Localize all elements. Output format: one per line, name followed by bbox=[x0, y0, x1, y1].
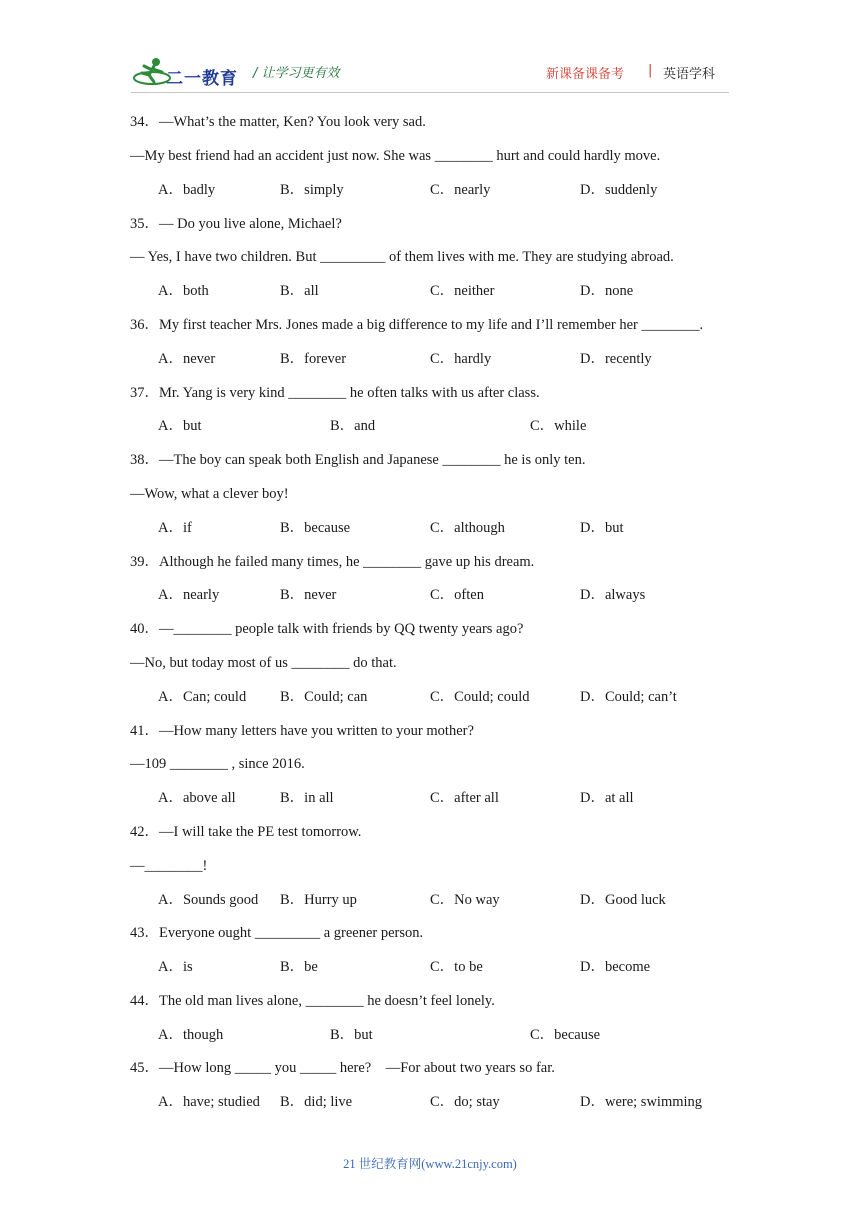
question-stem: 42．—I will take the PE test tomorrow. bbox=[130, 824, 362, 840]
question-line: —My best friend had an accident just now. She was ________ hurt and could hardly move. bbox=[130, 148, 661, 164]
answer-option: C．neither bbox=[430, 283, 495, 299]
answer-option: B．be bbox=[280, 959, 318, 975]
question-line: —________! bbox=[130, 858, 208, 874]
header-separator: | bbox=[648, 63, 653, 78]
question-stem: 43．Everyone ought _________ a greener person. bbox=[130, 925, 424, 941]
answer-option: A．never bbox=[158, 351, 216, 367]
question-stem: 39．Although he failed many times, he ________ gave up his dream. bbox=[130, 554, 535, 570]
answer-option: B．in all bbox=[280, 790, 334, 806]
answer-option: B．and bbox=[330, 418, 376, 434]
answer-option: D．Could; can’t bbox=[580, 689, 677, 705]
answer-option: D．recently bbox=[580, 351, 652, 367]
answer-option: D．but bbox=[580, 520, 624, 536]
answer-option: A．above all bbox=[158, 790, 236, 806]
answer-option: D．none bbox=[580, 283, 634, 299]
answer-option: A．badly bbox=[158, 182, 216, 198]
answer-option: D．at all bbox=[580, 790, 634, 806]
answer-option: C．after all bbox=[430, 790, 499, 806]
answer-option: C．No way bbox=[430, 892, 500, 908]
answer-option: A．Can; could bbox=[158, 689, 247, 705]
question-stem: 37．Mr. Yang is very kind ________ he often talks with us after class. bbox=[130, 385, 540, 401]
answer-option: B．because bbox=[280, 520, 351, 536]
question-line: —Wow, what a clever boy! bbox=[130, 486, 289, 502]
answer-option: C．Could; could bbox=[430, 689, 530, 705]
answer-option: C．while bbox=[530, 418, 587, 434]
answer-option: B．but bbox=[330, 1027, 373, 1043]
answer-option: C．hardly bbox=[430, 351, 492, 367]
answer-option: A．both bbox=[158, 283, 209, 299]
answer-option: B．Could; can bbox=[280, 689, 368, 705]
answer-option: D．were; swimming bbox=[580, 1094, 703, 1110]
answer-option: C．often bbox=[430, 587, 484, 603]
question-stem: 38．—The boy can speak both English and Japanese ________ he is only ten. bbox=[130, 452, 586, 468]
question-stem: 36．My first teacher Mrs. Jones made a big difference to my life and I’ll remember her ________. bbox=[130, 317, 704, 333]
answer-option: B．did; live bbox=[280, 1094, 353, 1110]
question-line: —No, but today most of us ________ do that. bbox=[130, 655, 397, 671]
question-stem: 44．The old man lives alone, ________ he doesn’t feel lonely. bbox=[130, 993, 495, 1009]
answer-option: A．is bbox=[158, 959, 193, 975]
page-header bbox=[0, 0, 860, 100]
answer-option: B．forever bbox=[280, 351, 347, 367]
answer-option: C．do; stay bbox=[430, 1094, 500, 1110]
answer-option: C．because bbox=[530, 1027, 601, 1043]
answer-option: A．though bbox=[158, 1027, 224, 1043]
answer-option: B．never bbox=[280, 587, 337, 603]
header-divider bbox=[131, 92, 729, 93]
answer-option: C．although bbox=[430, 520, 505, 536]
answer-option: D．suddenly bbox=[580, 182, 658, 198]
question-stem: 40．—________ people talk with friends by QQ twenty years ago? bbox=[130, 621, 524, 637]
slogan: / 让学习更有效 bbox=[253, 66, 340, 81]
header-course-label: 新课备课备考 bbox=[546, 67, 625, 82]
answer-option: D．Good luck bbox=[580, 892, 666, 908]
logo-text: 二一教育 bbox=[166, 69, 238, 89]
answer-option: D．become bbox=[580, 959, 651, 975]
answer-option: C．to be bbox=[430, 959, 483, 975]
answer-option: B．all bbox=[280, 283, 319, 299]
question-stem: 45．—How long _____ you _____ here? —For about two years so far. bbox=[130, 1060, 555, 1076]
question-stem: 41．—How many letters have you written to your mother? bbox=[130, 723, 474, 739]
question-line: —109 ________ , since 2016. bbox=[130, 756, 305, 772]
answer-option: A．nearly bbox=[158, 587, 220, 603]
question-line: — Yes, I have two children. But _________ of them lives with me. They are studying abroad. bbox=[130, 249, 674, 265]
header-subject: 英语学科 bbox=[663, 67, 716, 82]
answer-option: B．simply bbox=[280, 182, 344, 198]
page-footer: 21 世纪教育网(www.21cnjy.com) bbox=[343, 1157, 517, 1171]
answer-option: C．nearly bbox=[430, 182, 491, 198]
answer-option: A．have; studied bbox=[158, 1094, 260, 1110]
answer-option: A．but bbox=[158, 418, 202, 434]
answer-option: B．Hurry up bbox=[280, 892, 357, 908]
answer-option: D．always bbox=[580, 587, 646, 603]
question-stem: 34．—What’s the matter, Ken? You look very sad. bbox=[130, 114, 426, 130]
question-stem: 35．— Do you live alone, Michael? bbox=[130, 216, 342, 232]
answer-option: A．Sounds good bbox=[158, 892, 259, 908]
answer-option: A．if bbox=[158, 520, 192, 536]
